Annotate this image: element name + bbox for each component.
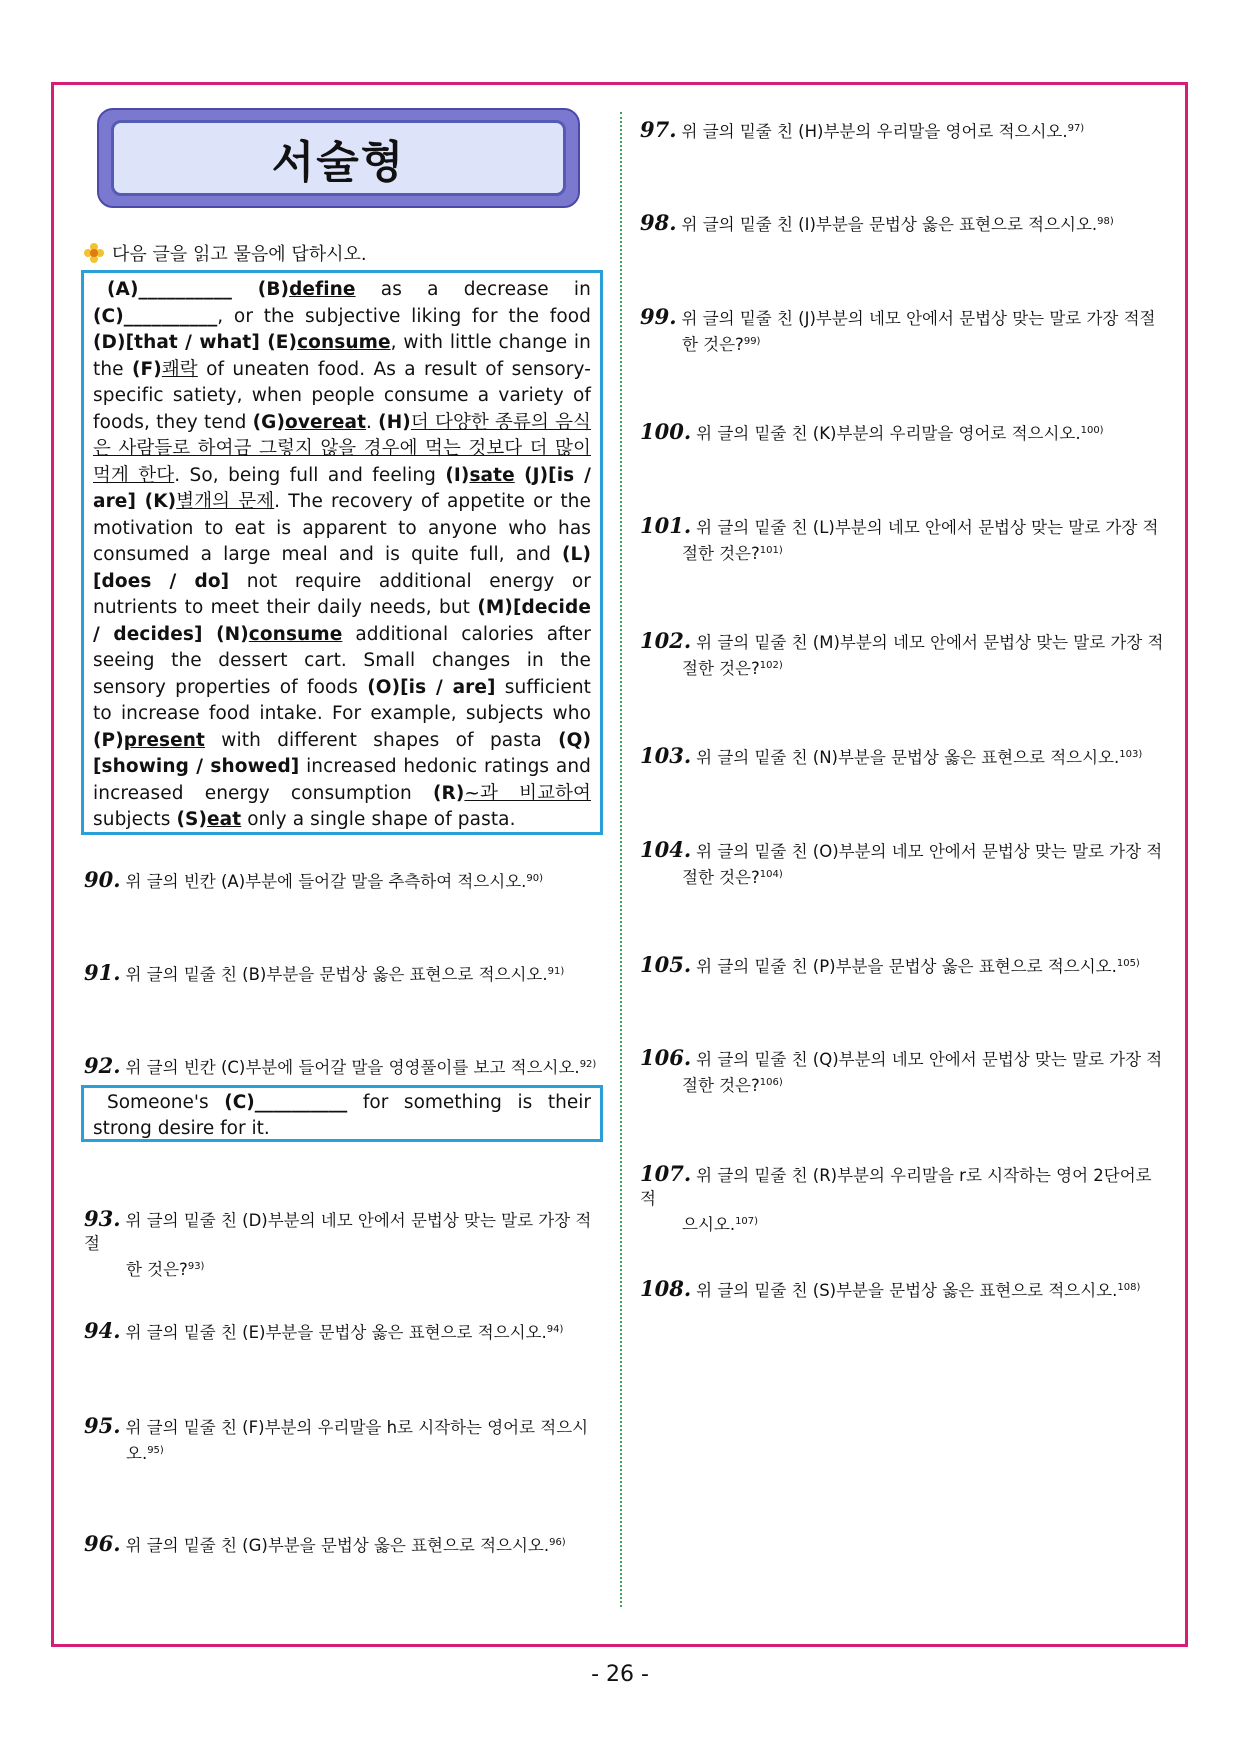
reading-passage: (A)__________ (B)define as a decrease in (C)__________, or the subjective liking for the food (D)[that / what] (E)consume, with little change in the (F)쾌락 of uneaten food. As a result of sensory-specific satiety, when people consume a variety of foods, they tend (G)overeat. (H)더 다양한 종류의 음식은 사람들로 하여금 그렇지 않을 경우에 먹는 것보다 더 많이 먹게 한다. So, being full and feeling (I)sate (J)[is / are] (K)별개의 문제. The recovery of appetite or the motivation to eat is apparent to anyone who has consumed a large meal and is quite full, and (L)[does / do] not require additional energy or nutrients to meet their daily needs, but (M)[decide / decides] (N)consume additional calories after seeing the dessert cart. Small changes in the sensory properties of foods (O)[is / are] sufficient to increase food intake. For example, subjects who (P)present with different shapes of pasta (Q)[showing / showed] increased hedonic ratings and increased energy consumption (R)~과 비교하여 subjects (S)eat only a single shape of pasta. bbox=[81, 270, 603, 835]
page-number: - 26 - bbox=[591, 1662, 649, 1687]
title-banner bbox=[97, 108, 580, 208]
instruction bbox=[84, 240, 367, 266]
question-108: 108. 위 글의 밑줄 친 (S)부분을 문법상 옳은 표현으로 적으시오.$^{108)}$ bbox=[640, 1276, 1141, 1301]
question-104: 104. 위 글의 밑줄 친 (O)부분의 네모 안에서 문법상 맞는 말로 가장 적 절한 것은?$^{104)}$ bbox=[640, 837, 1163, 887]
question-97: 97. 위 글의 밑줄 친 (H)부분의 우리말을 영어로 적으시오.$^{97)}$ bbox=[640, 117, 1085, 142]
question-90: 90. 위 글의 빈칸 (A)부분에 들어갈 말을 추측하여 적으시오.$^{90)}$ bbox=[84, 867, 544, 892]
question-98: 98. 위 글의 밑줄 친 (I)부분을 문법상 옳은 표현으로 적으시오.$^{98)}$ bbox=[640, 210, 1114, 235]
question-93: 93. 위 글의 밑줄 친 (D)부분의 네모 안에서 문법상 맞는 말로 가장 적절 한 것은?$^{93)}$ bbox=[84, 1206, 592, 1279]
definition-box: Someone's (C)__________ for something is their strong desire for it. bbox=[81, 1085, 603, 1142]
column-divider bbox=[620, 112, 622, 1607]
question-106: 106. 위 글의 밑줄 친 (Q)부분의 네모 안에서 문법상 맞는 말로 가장 적 절한 것은?$^{106)}$ bbox=[640, 1045, 1163, 1095]
question-96: 96. 위 글의 밑줄 친 (G)부분을 문법상 옳은 표현으로 적으시오.$^{96)}$ bbox=[84, 1531, 566, 1556]
question-94: 94. 위 글의 밑줄 친 (E)부분을 문법상 옳은 표현으로 적으시오.$^{94)}$ bbox=[84, 1318, 564, 1343]
flower-icon bbox=[84, 243, 104, 263]
question-100: 100. 위 글의 밑줄 친 (K)부분의 우리말을 영어로 적으시오.$^{100)}$ bbox=[640, 419, 1104, 444]
question-107: 107. 위 글의 밑줄 친 (R)부분의 우리말을 r로 시작하는 영어 2단어로 적 으시오.$^{107)}$ bbox=[640, 1161, 1152, 1234]
instruction-text: 다음 글을 읽고 물음에 답하시오. bbox=[112, 244, 367, 265]
title-banner-inner bbox=[111, 120, 566, 196]
question-103: 103. 위 글의 밑줄 친 (N)부분을 문법상 옳은 표현으로 적으시오.$^{103)}$ bbox=[640, 743, 1143, 768]
page-title: 서술형 bbox=[271, 137, 406, 188]
question-91: 91. 위 글의 밑줄 친 (B)부분을 문법상 옳은 표현으로 적으시오.$^{91)}$ bbox=[84, 960, 565, 985]
question-92: 92. 위 글의 빈칸 (C)부분에 들어갈 말을 영영풀이를 보고 적으시오.$^{92)}$ bbox=[84, 1053, 597, 1078]
question-102: 102. 위 글의 밑줄 친 (M)부분의 네모 안에서 문법상 맞는 말로 가장 적 절한 것은?$^{102)}$ bbox=[640, 628, 1164, 678]
question-101: 101. 위 글의 밑줄 친 (L)부분의 네모 안에서 문법상 맞는 말로 가장 적 절한 것은?$^{101)}$ bbox=[640, 513, 1159, 563]
question-99: 99. 위 글의 밑줄 친 (J)부분의 네모 안에서 문법상 맞는 말로 가장 적절 한 것은?$^{99)}$ bbox=[640, 304, 1156, 354]
question-95: 95. 위 글의 밑줄 친 (F)부분의 우리말을 h로 시작하는 영어로 적으시 오.$^{95)}$ bbox=[84, 1413, 589, 1463]
question-105: 105. 위 글의 밑줄 친 (P)부분을 문법상 옳은 표현으로 적으시오.$^{105)}$ bbox=[640, 952, 1140, 977]
